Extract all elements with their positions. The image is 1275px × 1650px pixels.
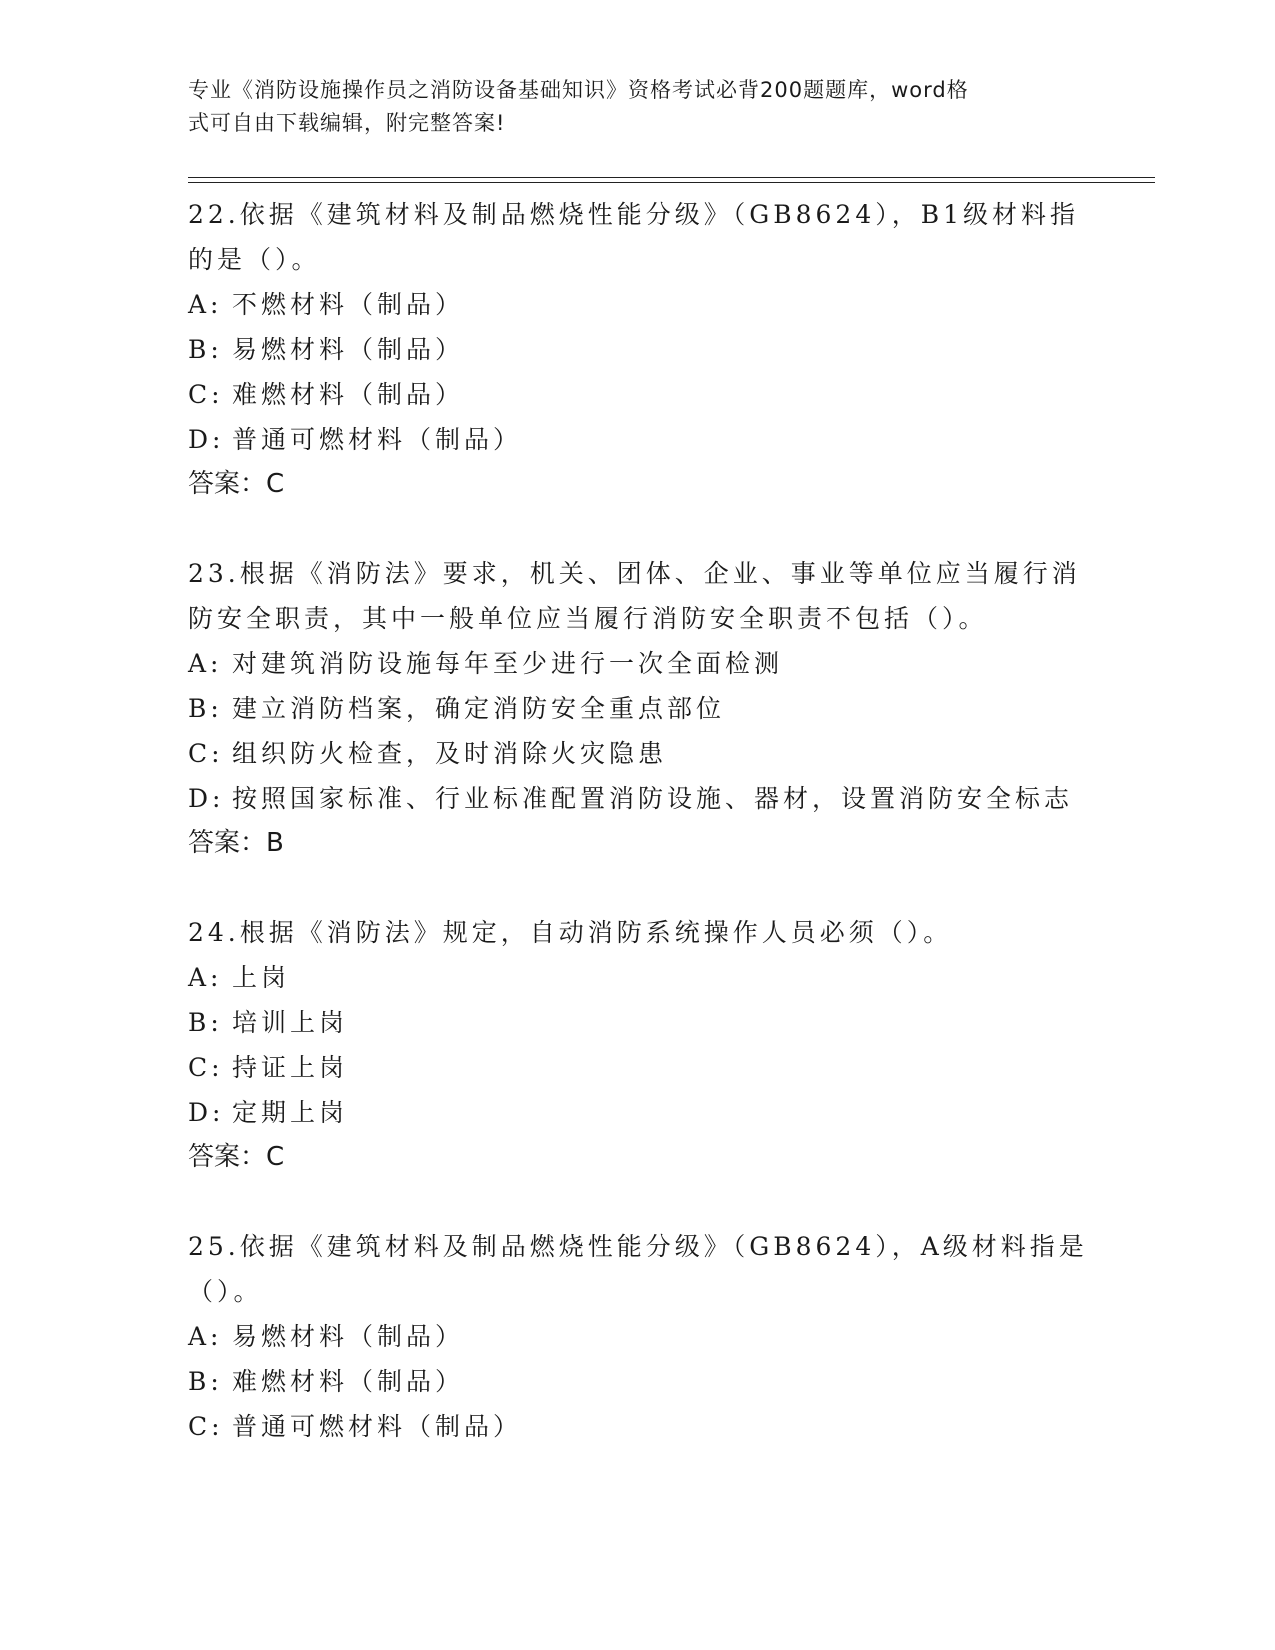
option-key: C: <box>188 1412 224 1441</box>
option-a <box>188 641 1088 686</box>
option-text: 难燃材料（制品） <box>232 380 465 409</box>
option-key: B: <box>188 335 223 364</box>
option-text: 普通可燃材料（制品） <box>232 425 523 454</box>
header-divider-top <box>188 177 1155 178</box>
option-text: 组织防火检查，及时消除火灾隐患 <box>232 739 668 768</box>
option-key: C: <box>188 739 224 768</box>
option-text: 定期上岗 <box>232 1098 349 1127</box>
option-b <box>188 1000 1088 1045</box>
option-d <box>188 417 1088 462</box>
question-stem: 23.根据《消防法》要求，机关、团体、企业、事业等单位应当履行消防安全职责，其中一般单位应当履行消防安全职责不包括（）。 <box>188 559 1081 633</box>
option-text: 不燃材料（制品） <box>232 290 465 319</box>
option-key: B: <box>188 694 223 723</box>
option-text: 建立消防档案，确定消防安全重点部位 <box>232 694 726 723</box>
option-text: 持证上岗 <box>232 1053 349 1082</box>
option-c <box>188 731 1088 776</box>
option-key: C: <box>188 1053 224 1082</box>
option-text: 易燃材料（制品） <box>232 1322 465 1351</box>
option-key: A: <box>188 290 223 319</box>
option-d <box>188 1090 1088 1135</box>
option-key: C: <box>188 380 224 409</box>
option-c <box>188 372 1088 417</box>
option-b <box>188 327 1088 372</box>
question-stem: 25.依据《建筑材料及制品燃烧性能分级》（GB8624），A级材料指是（）。 <box>188 1232 1088 1306</box>
option-text: 普通可燃材料（制品） <box>232 1412 523 1441</box>
question-stem: 24.根据《消防法》规定，自动消防系统操作人员必须（）。 <box>188 918 953 947</box>
answer: 答案：C <box>188 1142 285 1172</box>
option-key: A: <box>188 963 223 992</box>
answer: 答案：B <box>188 828 284 858</box>
option-text: 按照国家标准、行业标准配置消防设施、器材，设置消防安全标志 <box>232 784 1074 813</box>
option-key: D: <box>188 1098 225 1127</box>
question-list <box>188 192 1088 1493</box>
option-text: 对建筑消防设施每年至少进行一次全面检测 <box>232 649 784 678</box>
option-key: A: <box>188 1322 223 1351</box>
option-d <box>188 776 1088 821</box>
question-25 <box>188 1224 1088 1449</box>
option-key: A: <box>188 649 223 678</box>
option-text: 难燃材料（制品） <box>232 1367 465 1396</box>
question-22 <box>188 192 1088 507</box>
option-c <box>188 1404 1088 1449</box>
header-divider-bottom <box>188 182 1155 183</box>
option-key: B: <box>188 1367 223 1396</box>
question-24 <box>188 910 1088 1180</box>
option-key: D: <box>188 425 225 454</box>
document-header <box>188 74 1068 140</box>
option-a <box>188 282 1088 327</box>
option-a <box>188 1314 1088 1359</box>
option-key: D: <box>188 784 225 813</box>
question-23 <box>188 551 1088 866</box>
header-line-2: 式可自由下载编辑，附完整答案! <box>188 111 506 135</box>
option-a <box>188 955 1088 1000</box>
option-b <box>188 686 1088 731</box>
option-key: B: <box>188 1008 223 1037</box>
option-text: 上岗 <box>232 963 291 992</box>
question-stem: 22.依据《建筑材料及制品燃烧性能分级》（GB8624），B1级材料指的是（）。 <box>188 200 1080 274</box>
option-c <box>188 1045 1088 1090</box>
answer: 答案：C <box>188 469 285 499</box>
option-text: 培训上岗 <box>232 1008 349 1037</box>
option-text: 易燃材料（制品） <box>232 335 465 364</box>
option-b <box>188 1359 1088 1404</box>
header-line-1: 专业《消防设施操作员之消防设备基础知识》资格考试必背200题题库，word格 <box>188 78 969 102</box>
